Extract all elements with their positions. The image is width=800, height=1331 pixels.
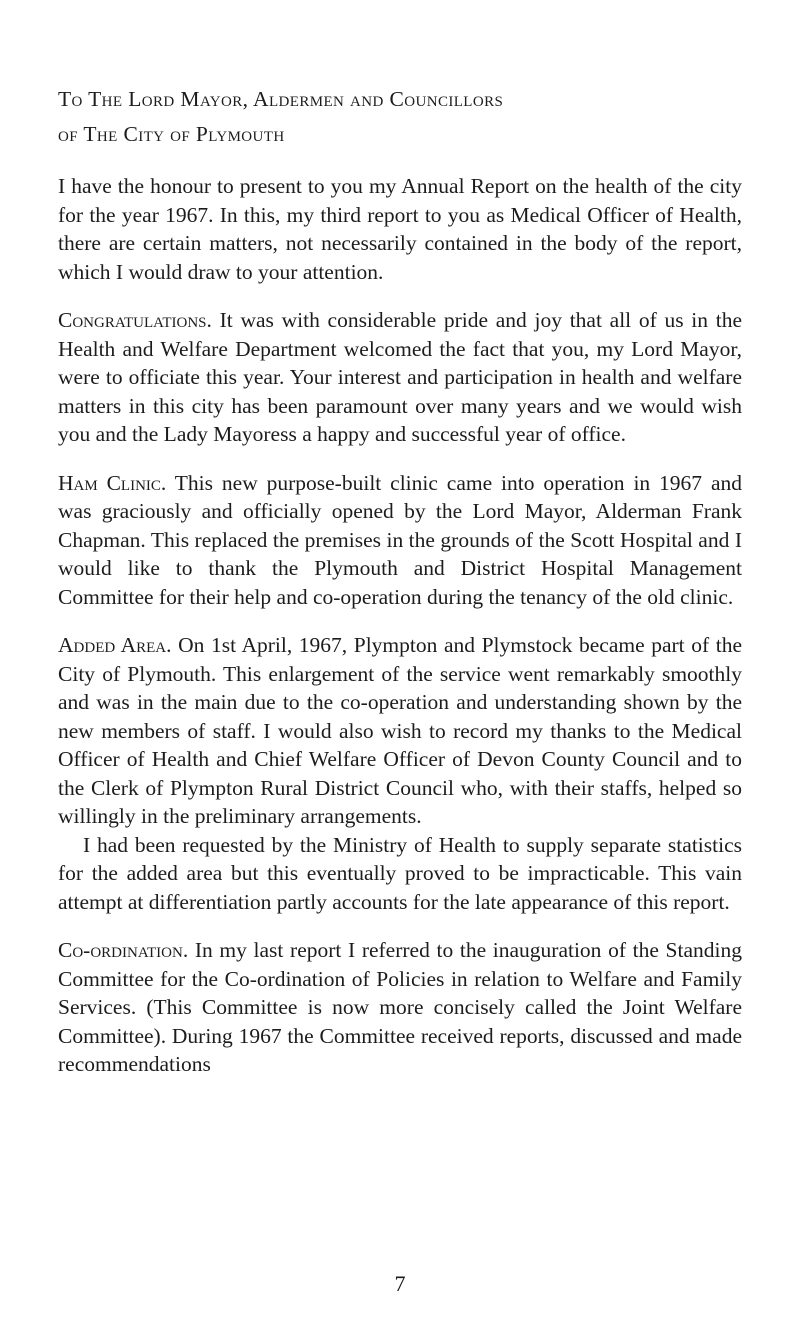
- intro-paragraph: I have the honour to present to you my Annual Report on the health of the city for the year 1967. In this, my third report to you as Medical Officer of Health, there are certain matters, not necessarily contained in the body of the report, which I would draw to your attention.: [58, 174, 742, 284]
- ham-clinic-heading: Ham Clinic.: [58, 470, 167, 495]
- coordination-paragraph: [58, 936, 742, 1079]
- ham-clinic-text: This new purpose-built clinic came into operation in 1967 and was graciously and officially opened by the Lord Mayor, Alderman Frank Chapman. This replaced the premises in the grounds of the Scott Hospital and I would like to thank the Plymouth and District Hospital Management Committee for their help and co-operation during the tenancy of the old clinic.: [58, 470, 742, 609]
- statistics-paragraph: I had been requested by the Ministry of Health to supply separate statistics for the added area but this eventually proved to be impracticable. This vain attempt at differentiation partly accounts for the late appearance of this report.: [58, 832, 742, 914]
- salutation: [58, 82, 742, 152]
- congratulations-heading: Congratulations.: [58, 308, 212, 332]
- coordination-heading: Co-ordination.: [58, 938, 189, 962]
- salutation-line-1: To The Lord Mayor, Aldermen and Councillors: [58, 87, 504, 111]
- added-area-text: On 1st April, 1967, Plympton and Plymstock became part of the City of Plymouth. This enlargement of the service went remarkably smoothly and was in the main due to the co-operation and understanding shown by the new members of staff. I would also wish to record my thanks to the Medical Officer of Health and Chief Welfare Officer of Devon County Council and to the Clerk of Plympton Rural District Council who, with their staffs, helped so willingly in the preliminary arrangements.: [58, 633, 742, 828]
- added-area-heading: Added Area.: [58, 633, 172, 657]
- report-page: [58, 82, 742, 1079]
- coordination-text: In my last report I referred to the inauguration of the Standing Committee for the Co-ordination of Policies in relation to Welfare and Family Services. (This Committee is now more concisely called the Joint Welfare Committee). During 1967 the Committee received reports, discussed and made recommendations: [58, 938, 742, 1076]
- added-area-paragraph: [58, 631, 742, 831]
- salutation-line-2: of The City of Plymouth: [58, 122, 285, 146]
- congratulations-paragraph: [58, 306, 742, 449]
- page-number: 7: [394, 1271, 406, 1296]
- ham-clinic-paragraph: [58, 469, 742, 612]
- congratulations-text: It was with considerable pride and joy that all of us in the Health and Welfare Department welcomed the fact that you, my Lord Mayor, were to officiate this year. Your interest and participation in health and welfare matters in this city has been paramount over many years and we would wish you and the Lady Mayoress a happy and successful year of office.: [58, 308, 742, 446]
